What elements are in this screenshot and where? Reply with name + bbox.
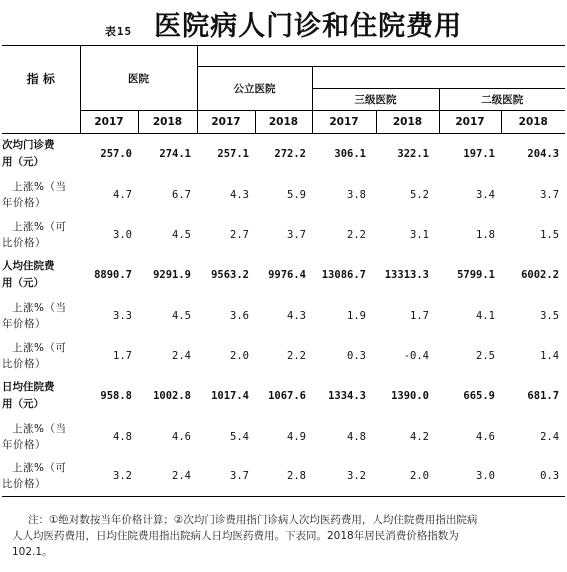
row-label bbox=[2, 336, 80, 376]
value-cell: 1.8 bbox=[476, 228, 495, 241]
table-row bbox=[2, 134, 565, 175]
value-cell: 1.4 bbox=[540, 349, 560, 362]
value-cell: 3.2 bbox=[312, 457, 376, 497]
row-label bbox=[2, 457, 80, 497]
header-public-hospital: 公立医院 bbox=[197, 67, 312, 111]
table-body bbox=[2, 134, 565, 497]
value-cell: 6002.2 bbox=[521, 269, 560, 281]
value-cell: 3.1 bbox=[410, 228, 429, 241]
value-cell: 257.1 bbox=[217, 148, 249, 161]
row-label bbox=[2, 134, 80, 175]
header-indicator: 指 标 bbox=[2, 46, 80, 111]
value-cell: 5.4 bbox=[230, 430, 249, 443]
table-row bbox=[2, 215, 565, 255]
value-cell: 274.1 bbox=[159, 148, 191, 161]
row-label-line: 年价格） bbox=[2, 196, 46, 209]
table-row bbox=[2, 255, 565, 296]
value-cell: 0.3 bbox=[501, 457, 565, 497]
row-label bbox=[2, 296, 80, 336]
value-cell: 9563.2 bbox=[211, 269, 249, 281]
value-cell: 1.7 bbox=[113, 349, 132, 362]
row-label bbox=[2, 376, 80, 417]
row-label-line: 上涨%（当 bbox=[12, 180, 67, 193]
value-cell: 8890.7 bbox=[94, 269, 132, 281]
header-secondary: 二级医院 bbox=[439, 89, 565, 111]
table-row bbox=[2, 417, 565, 457]
value-cell: 4.5 bbox=[172, 309, 191, 322]
value-cell: 5.2 bbox=[410, 188, 429, 201]
value-cell: 2.0 bbox=[230, 349, 249, 362]
row-label-line: 次均门诊费 bbox=[2, 139, 55, 152]
row-label-line: 日均住院费 bbox=[2, 381, 55, 393]
value-cell: 2.7 bbox=[230, 228, 249, 241]
value-cell: 197.1 bbox=[463, 148, 495, 161]
value-cell: 681.7 bbox=[527, 390, 560, 402]
footnote-line: 注：①绝对数按当年价格计算；②次均门诊费用指门诊病人次均医药费用，人均住院费用指出院病 bbox=[28, 514, 478, 526]
row-label-line: 上涨%（可 bbox=[12, 341, 67, 354]
year-cell: 2017 bbox=[312, 111, 376, 134]
value-cell: 13086.7 bbox=[321, 269, 366, 281]
value-cell: 2.2 bbox=[347, 228, 366, 241]
row-label-line: 人均住院费 bbox=[2, 260, 55, 272]
value-cell: 2.5 bbox=[476, 349, 495, 362]
value-cell: 1.5 bbox=[540, 228, 560, 241]
table-title bbox=[0, 4, 567, 43]
year-cell: 2018 bbox=[138, 111, 197, 134]
table-number: 表15 bbox=[104, 25, 133, 38]
row-label-line: 比价格） bbox=[2, 236, 46, 249]
row-label bbox=[2, 175, 80, 215]
value-cell: 2.4 bbox=[138, 457, 197, 497]
header-tertiary: 三级医院 bbox=[312, 89, 439, 111]
table-row bbox=[2, 175, 565, 215]
value-cell: 4.6 bbox=[476, 430, 495, 443]
value-cell: 3.0 bbox=[113, 228, 132, 241]
row-label-line: 上涨%（可 bbox=[12, 220, 67, 233]
value-cell: 4.9 bbox=[287, 430, 306, 443]
value-cell: 0.3 bbox=[347, 349, 366, 362]
row-label-line: 用（元） bbox=[2, 398, 44, 410]
value-cell: 3.2 bbox=[80, 457, 138, 497]
value-cell: 4.8 bbox=[347, 430, 366, 443]
table-row bbox=[2, 376, 565, 417]
value-cell: 4.2 bbox=[410, 430, 429, 443]
year-cell: 2017 bbox=[197, 111, 255, 134]
value-cell: 4.1 bbox=[476, 309, 495, 322]
year-cell: 2018 bbox=[255, 111, 312, 134]
header-hospital: 医院 bbox=[80, 46, 197, 111]
value-cell: 3.0 bbox=[439, 457, 501, 497]
value-cell: 322.1 bbox=[397, 148, 429, 161]
value-cell: 6.7 bbox=[172, 188, 191, 201]
row-label bbox=[2, 255, 80, 296]
value-cell: 1334.3 bbox=[328, 390, 366, 402]
value-cell: 2.2 bbox=[287, 349, 306, 362]
value-cell: 1067.6 bbox=[268, 390, 306, 402]
value-cell: 4.6 bbox=[172, 430, 191, 443]
value-cell: 9291.9 bbox=[153, 269, 191, 281]
row-label bbox=[2, 417, 80, 457]
value-cell: 958.8 bbox=[100, 390, 132, 402]
value-cell: 2.0 bbox=[376, 457, 439, 497]
row-label-line: 用（元） bbox=[2, 277, 44, 289]
value-cell: 3.8 bbox=[347, 188, 366, 201]
value-cell: 4.3 bbox=[230, 188, 249, 201]
value-cell: 204.3 bbox=[527, 148, 560, 161]
row-label-line: 上涨%（可 bbox=[12, 462, 67, 475]
table-row bbox=[2, 296, 565, 336]
year-cell: 2018 bbox=[376, 111, 439, 134]
value-cell: 3.4 bbox=[476, 188, 495, 201]
value-cell: 3.7 bbox=[197, 457, 255, 497]
value-cell: 4.5 bbox=[172, 228, 191, 241]
value-cell: 4.7 bbox=[113, 188, 132, 201]
table-row bbox=[2, 457, 565, 497]
value-cell: 2.4 bbox=[172, 349, 191, 362]
row-label bbox=[2, 215, 80, 255]
value-cell: 3.5 bbox=[540, 309, 560, 322]
year-cell: 2018 bbox=[501, 111, 565, 134]
footnote bbox=[12, 512, 557, 560]
value-cell: 5799.1 bbox=[457, 269, 495, 281]
value-cell: 1390.0 bbox=[391, 390, 429, 402]
row-label-line: 比价格） bbox=[2, 357, 46, 370]
row-label-line: 用（元） bbox=[2, 156, 44, 169]
value-cell: 2.8 bbox=[255, 457, 312, 497]
row-label-line: 上涨%（当 bbox=[12, 422, 67, 435]
value-cell: 1.9 bbox=[347, 309, 366, 322]
fee-table bbox=[2, 45, 565, 497]
row-label-line: 上涨%（当 bbox=[12, 301, 67, 314]
value-cell: 2.4 bbox=[540, 430, 560, 443]
table-row bbox=[2, 336, 565, 376]
value-cell: 4.8 bbox=[113, 430, 132, 443]
value-cell: 1002.8 bbox=[153, 390, 191, 402]
header-blank bbox=[197, 46, 565, 67]
value-cell: 1017.4 bbox=[211, 390, 249, 402]
table-title-text: 医院病人门诊和住院费用 bbox=[154, 11, 463, 42]
value-cell: 3.7 bbox=[540, 188, 560, 201]
value-cell: 9976.4 bbox=[268, 269, 306, 281]
value-cell: 257.0 bbox=[100, 148, 132, 161]
value-cell: 1.7 bbox=[410, 309, 429, 322]
year-cell: 2017 bbox=[439, 111, 501, 134]
value-cell: 665.9 bbox=[463, 390, 495, 402]
row-label-line: 年价格） bbox=[2, 317, 46, 330]
value-cell: 4.3 bbox=[287, 309, 306, 322]
year-row bbox=[2, 111, 565, 134]
value-cell: -0.4 bbox=[403, 349, 429, 362]
value-cell: 272.2 bbox=[274, 148, 306, 161]
footnote-line: 102.1。 bbox=[12, 546, 53, 558]
value-cell: 3.6 bbox=[230, 309, 249, 322]
value-cell: 5.9 bbox=[287, 188, 306, 201]
value-cell: 3.3 bbox=[113, 309, 132, 322]
row-label-line: 年价格） bbox=[2, 438, 46, 451]
value-cell: 13313.3 bbox=[384, 269, 429, 281]
value-cell: 306.1 bbox=[334, 148, 366, 161]
header-blank-2 bbox=[312, 67, 565, 89]
value-cell: 3.7 bbox=[287, 228, 306, 241]
year-blank bbox=[2, 111, 80, 134]
footnote-line: 人人均医药费用，日均住院费用指出院病人日均医药费用。下表同。2018年居民消费价格指数为 bbox=[12, 530, 459, 542]
row-label-line: 比价格） bbox=[2, 478, 46, 491]
year-cell: 2017 bbox=[80, 111, 138, 134]
